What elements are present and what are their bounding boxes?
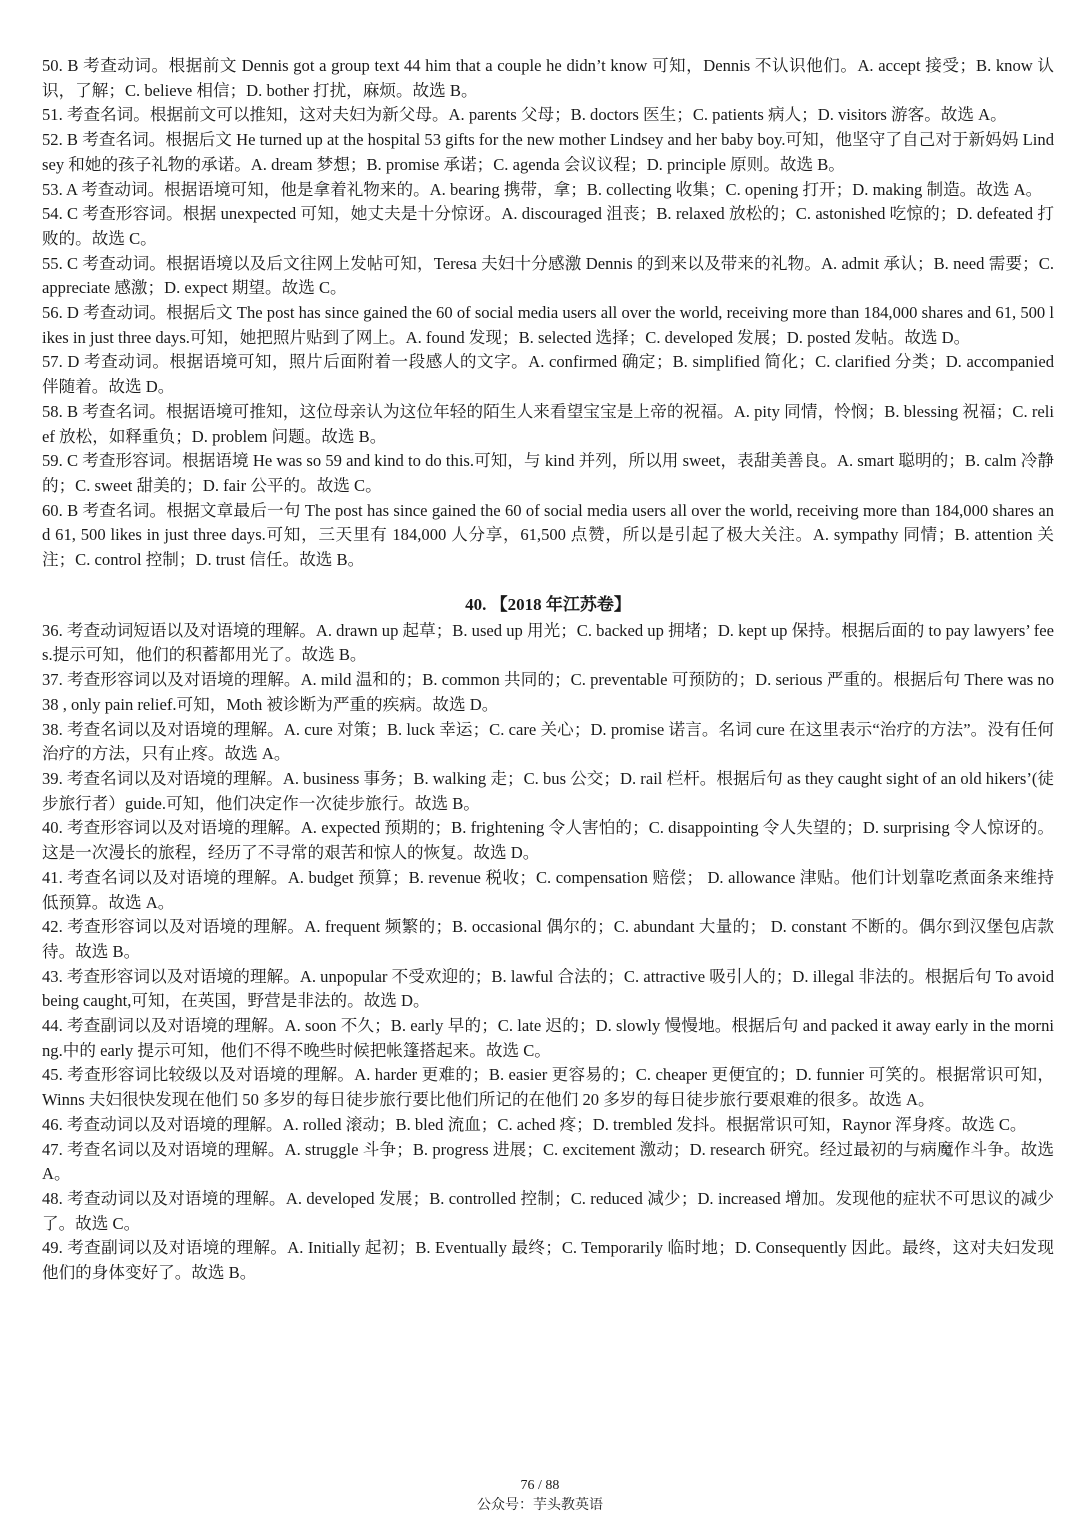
section-title: 40. 【2018 年江苏卷】 <box>465 594 631 614</box>
answer-51: 51. 考查名词。根据前文可以推知，这对夫妇为新父母。A. parents 父母；B. doctors 医生；C. patients 病人；D. visitors 游客。故选 A。 <box>42 105 1007 125</box>
answer-59: 59. C 考查形容词。根据语境 He was so 59 and kind to do this.可知，与 kind 并列，所以用 sweet，表甜美善良。A. smart 聪明的；B. calm 冷静的；C. sweet 甜美的；D. fair 公平的。故选 C。 <box>42 451 1054 495</box>
answer-47: 47. 考查名词以及对语境的理解。A. struggle 斗争；B. progress 进展；C. excitement 激动；D. research 研究。经过最初的与病魔作斗争。故选 A。 <box>42 1139 1054 1184</box>
answer-58: 58. B 考查名词。根据语境可推知，这位母亲认为这位年轻的陌生人来看望宝宝是上帝的祝福。A. pity 同情，怜悯；B. blessing 祝福；C. relief 放松，如释重负；D. problem 问题。故选 B。 <box>42 401 1054 446</box>
answer-41: 41. 考查名词以及对语境的理解。A. budget 预算；B. revenue 税收；C. compensation 赔偿； D. allowance 津贴。他们计划靠吃煮面条来维持低预算。故选 A。 <box>42 867 1054 912</box>
answer-54: 54. C 考查形容词。根据 unexpected 可知，她丈夫是十分惊讶。A. discouraged 沮丧；B. relaxed 放松的；C. astonished 吃惊的；D. defeated 打败的。故选 C。 <box>42 204 1054 248</box>
answer-45: 45. 考查形容词比较级以及对语境的理解。A. harder 更难的；B. easier 更容易的；C. cheaper 更便宜的；D. funnier 可笑的。根据常识可知，Winns 夫妇很快发现在他们 50 多岁的每日徒步旅行要比他们所记的在他们 20 多岁的每日徒步旅行要艰难的很多。故选 A。 <box>42 1065 1054 1110</box>
answer-49: 49. 考查副词以及对语境的理解。A. Initially 起初；B. Eventually 最终；C. Temporarily 临时地；D. Consequently 因此。最终，这对夫妇发现他们的身体变好了。故选 B。 <box>42 1238 1054 1283</box>
answer-42: 42. 考查形容词以及对语境的理解。A. frequent 频繁的；B. occasional 偶尔的；C. abundant 大量的； D. constant 不断的。偶尔到汉堡包店款待。故选 B。 <box>42 917 1054 961</box>
answer-56: 56. D 考查动词。根据后文 The post has since gained the 60 of social media users all over the world, receiving more than 184,000 shares and 61, 500 likes in just three days.可知，她把照片贴到了网上。A. found 发现；B. selected 选择；C. developed 发展；D. posted 发帖。故选 D。 <box>42 303 1054 347</box>
answer-53: 53. A 考查动词。根据语境可知，他是拿着礼物来的。A. bearing 携带，拿；B. collecting 收集；C. opening 打开；D. making 制造。故选 A。 <box>42 179 1043 199</box>
answer-37: 37. 考查形容词以及对语境的理解。A. mild 温和的；B. common 共同的；C. preventable 可预防的；D. serious 严重的。根据后句 There was no 38 , only pain relief.可知，Moth 被诊断为严重的疾病。故选 D。 <box>42 670 1054 714</box>
answer-36: 36. 考查动词短语以及对语境的理解。A. drawn up 起草；B. used up 用光；C. backed up 拥堵；D. kept up 保持。根据后面的 to pay lawyers’ fees.提示可知，他们的积蓄都用光了。故选 B。 <box>42 620 1054 665</box>
answers-part2 <box>42 619 1054 1286</box>
document-body <box>42 54 1054 1286</box>
answer-50: 50. B 考查动词。根据前文 Dennis got a group text 44 him that a couple he didn’t know 可知，Dennis 不认识他们。A. accept 接受；B. know 认识，了解；C. believe 相信；D. bother 打扰，麻烦。故选 B。 <box>42 56 1054 100</box>
answer-60: 60. B 考查名词。根据文章最后一句 The post has since gained the 60 of social media users all over the world, receiving more than 184,000 shares and 61, 500 likes in just three days.可知，三天里有 184,000 人分享，61,500 点赞，所以是引起了极大关注。A. sympathy 同情；B. attention 关注；C. control 控制；D. trust 信任。故选 B。 <box>42 500 1054 570</box>
answers-part1 <box>42 54 1054 573</box>
answer-48: 48. 考查动词以及对语境的理解。A. developed 发展；B. controlled 控制；C. reduced 减少；D. increased 增加。发现他的症状不可思议的减少了。故选 C。 <box>42 1188 1054 1233</box>
answer-38: 38. 考查名词以及对语境的理解。A. cure 对策；B. luck 幸运；C. care 关心；D. promise 诺言。名词 cure 在这里表示“治疗的方法”。没有任何治疗的方法，只有止疼。故选 A。 <box>42 719 1054 764</box>
answer-46: 46. 考查动词以及对语境的理解。A. rolled 滚动；B. bled 流血；C. ached 疼；D. trembled 发抖。根据常识可知，Raynor 浑身疼。故选 C。 <box>42 1114 1027 1134</box>
page-footer <box>0 1476 1080 1516</box>
answer-55: 55. C 考查动词。根据语境以及后文往网上发帖可知，Teresa 夫妇十分感激 Dennis 的到来以及带来的礼物。A. admit 承认；B. need 需要；C. appreciate 感激；D. expect 期望。故选 C。 <box>42 253 1054 298</box>
answer-57: 57. D 考查动词。根据语境可知，照片后面附着一段感人的文字。A. confirmed 确定；B. simplified 简化；C. clarified 分类；D. accompanied 伴随着。故选 D。 <box>42 352 1054 397</box>
answer-39: 39. 考查名词以及对语境的理解。A. business 事务；B. walking 走；C. bus 公交；D. rail 栏杆。根据后句 as they caught sight of an old hikers’(徒步旅行者）guide.可知，他们决定作一次徒步旅行。故选 B。 <box>42 768 1054 813</box>
answer-52: 52. B 考查名词。根据后文 He turned up at the hospital 53 gifts for the new mother Lindsey and her baby boy.可知，他坚守了自己对于新妈妈 Lindsey 和她的孩子礼物的承诺。A. dream 梦想；B. promise 承诺；C. agenda 会议议程；D. principle 原则。故选 B。 <box>42 130 1054 174</box>
answer-43: 43. 考查形容词以及对语境的理解。A. unpopular 不受欢迎的；B. lawful 合法的；C. attractive 吸引人的；D. illegal 非法的。根据后句 To avoid being caught,可知，在英国，野营是非法的。故选 D。 <box>42 966 1054 1011</box>
page-number: 76 / 88 <box>520 1478 560 1493</box>
answer-40: 40. 考查形容词以及对语境的理解。A. expected 预期的；B. frightening 令人害怕的；C. disappointing 令人失望的；D. surprising 令人惊讶的。这是一次漫长的旅程，经历了不寻常的艰苦和惊人的恢复。故选 D。 <box>42 818 1054 863</box>
account-name: 公众号：芋头教英语 <box>477 1498 603 1513</box>
answer-44: 44. 考查副词以及对语境的理解。A. soon 不久；B. early 早的；C. late 迟的；D. slowly 慢慢地。根据后句 and packed it away early in the morning.中的 early 提示可知，他们不得不晚些时候把帐篷搭起来。故选 C。 <box>42 1016 1054 1060</box>
